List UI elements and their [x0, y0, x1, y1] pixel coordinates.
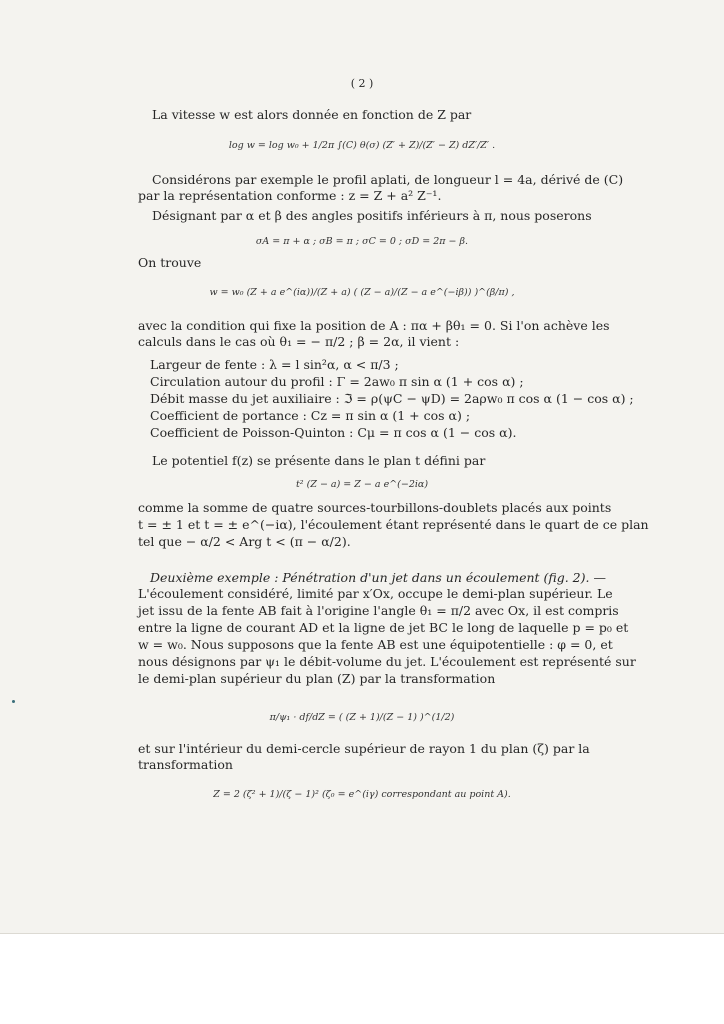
paragraph-line: w = w₀. Nous supposons que la fente AB est une équipotentielle : φ = 0, et	[138, 637, 613, 652]
section-heading: Deuxième exemple : Pénétration d'un jet dans un écoulement (fig. 2). —	[150, 570, 606, 585]
paragraph-line: transformation	[138, 757, 233, 772]
paragraph-line: jet issu de la fente AB fait à l'origine l'angle θ₁ = π/2 avec Ox, il est compris	[138, 603, 619, 618]
equation-sigma: σA = π + α ; σB = π ; σC = 0 ; σD = 2π − β.	[255, 236, 469, 247]
list-item: Débit masse du jet auxiliaire : ℑ = ρ(ψC − ψD) = 2aρw₀ π cos α (1 − cos α) ;	[150, 391, 634, 406]
paragraph-line: nous désignons par ψ₁ le débit-volume du jet. L'écoulement est représenté sur	[138, 654, 636, 669]
paragraph-line: comme la somme de quatre sources-tourbillons-doublets placés aux points	[138, 500, 612, 515]
paragraph-line: le demi-plan supérieur du plan (Z) par la transformation	[138, 671, 496, 686]
page-number: ( 2 )	[350, 77, 374, 90]
list-item: Circulation autour du profil : Γ = 2aw₀ π sin α (1 + cos α) ;	[150, 374, 524, 389]
paragraph-line: Considérons par exemple le profil aplati, de longueur l = 4a, dérivé de (C)	[152, 172, 624, 187]
equation-df-dz: π/ψ₁ · df/dZ = ( (Z + 1)/(Z − 1) )^(1/2)	[269, 712, 455, 723]
list-item: Coefficient de portance : Cz = π sin α (1 + cos α) ;	[150, 408, 471, 423]
equation-log-w: log w = log w₀ + 1/2π ∫(C) θ(σ) (Z′ + Z)/(Z′ − Z) dZ′/Z′ .	[228, 140, 496, 151]
paragraph-line: tel que − α/2 < Arg t < (π − α/2).	[138, 534, 351, 549]
paragraph-line: calculs dans le cas où θ₁ = − π/2 ; β = 2α, il vient :	[138, 334, 460, 349]
paragraph-line: L'écoulement considéré, limité par x′Ox, occupe le demi-plan supérieur. Le	[138, 586, 613, 601]
paragraph-line: La vitesse w est alors donnée en fonction de Z par	[152, 107, 472, 122]
paragraph-line: Désignant par α et β des angles positifs inférieurs à π, nous poserons	[152, 208, 592, 223]
list-item: Coefficient de Poisson-Quinton : Cμ = π cos α (1 − cos α).	[150, 425, 517, 440]
paragraph-line: t = ± 1 et t = ± e^(−iα), l'écoulement étant représenté dans le quart de ce plan	[138, 517, 649, 532]
equation-t-plane: t² (Z − a) = Z − a e^(−2iα)	[295, 479, 429, 490]
paragraph-line: entre la ligne de courant AD et la ligne de jet BC le long de laquelle p = p₀ et	[138, 620, 629, 635]
equation-z-zeta: Z = 2 (ζ² + 1)/(ζ − 1)² (ζ₀ = e^(iγ) correspondant au point A).	[213, 789, 511, 800]
list-item: Largeur de fente : λ = l sin²α, α < π/3 ;	[150, 357, 399, 372]
paragraph-line: par la représentation conforme : z = Z + a² Z⁻¹.	[138, 188, 442, 203]
ink-speck	[12, 700, 15, 703]
equation-w: w = w₀ (Z + a e^(iα))/(Z + a) ( (Z − a)/(Z − a e^(−iβ)) )^(β/π) ,	[209, 287, 515, 298]
paragraph-line: Le potentiel f(z) se présente dans le plan t défini par	[152, 453, 486, 468]
paragraph-line: On trouve	[138, 255, 202, 270]
paragraph-line: et sur l'intérieur du demi-cercle supérieur de rayon 1 du plan (ζ) par la	[138, 741, 590, 756]
paragraph-line: avec la condition qui fixe la position de A : πα + βθ₁ = 0. Si l'on achève les	[138, 318, 610, 333]
